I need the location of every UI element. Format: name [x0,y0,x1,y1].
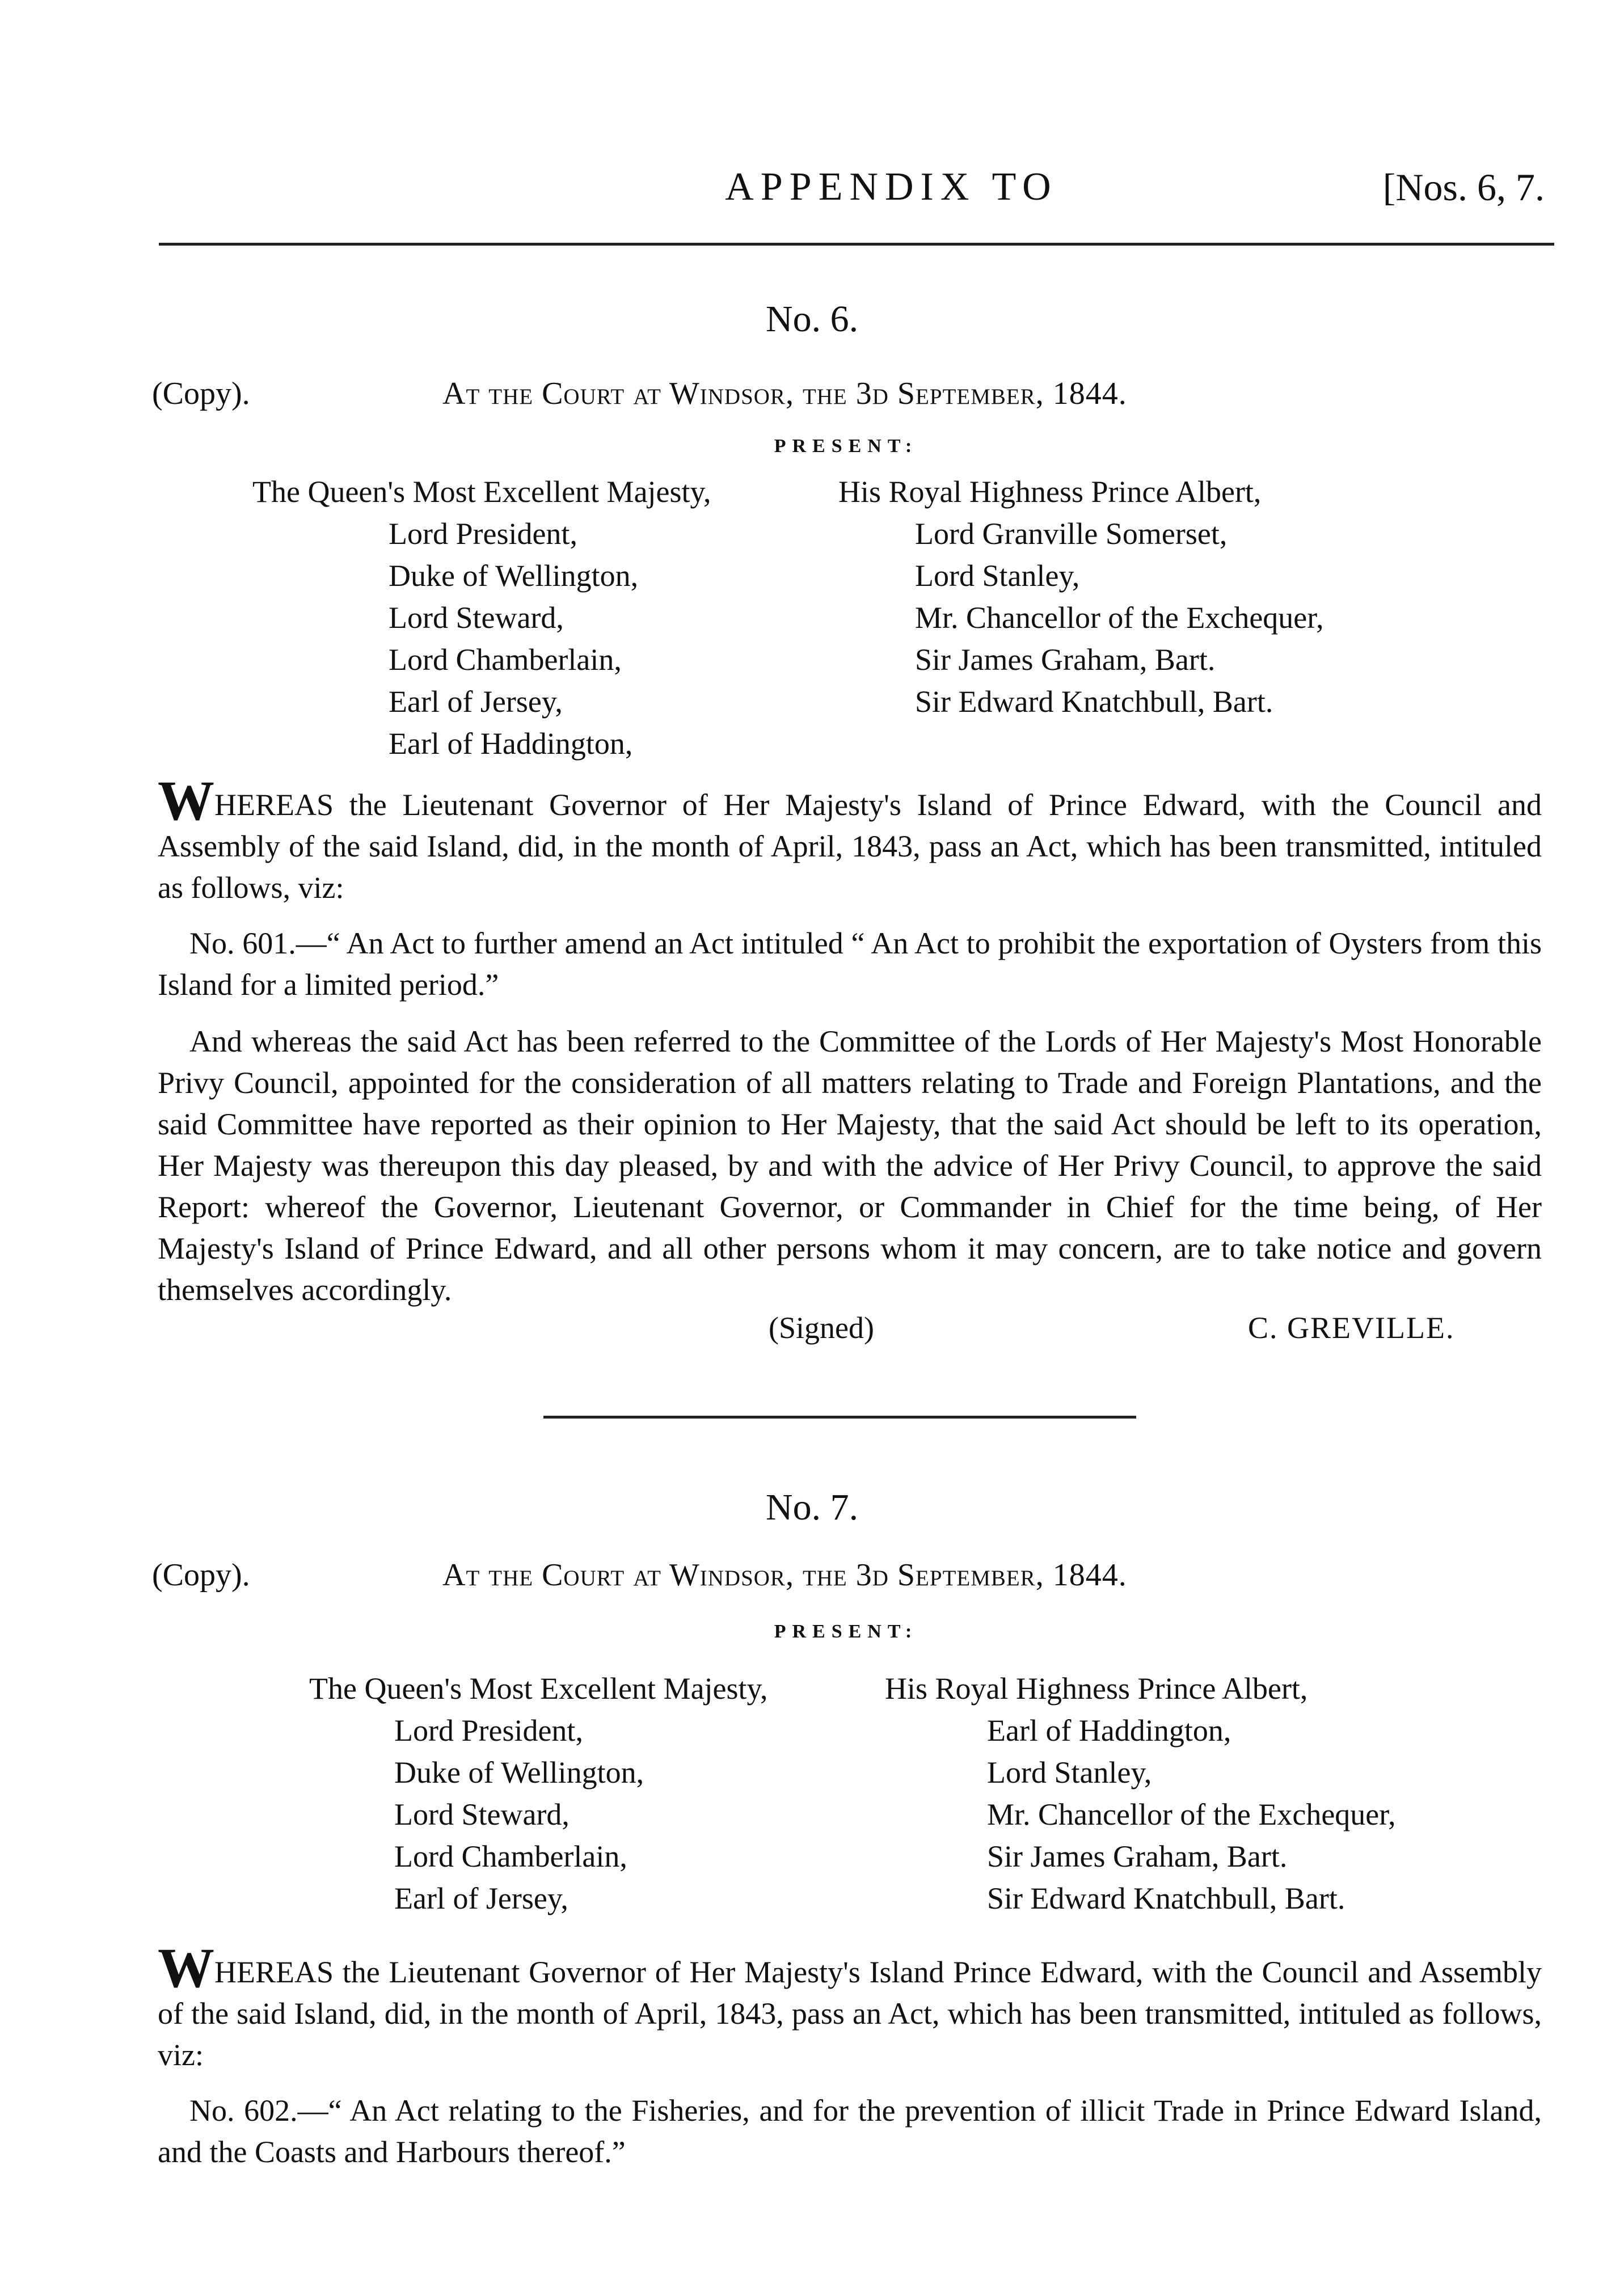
attendee-name: Earl of Jersey, [394,1881,568,1915]
attendees-left-7 [309,1668,768,1919]
attendee-name: The Queen's Most Excellent Majesty, [309,1672,768,1706]
attendee-name: His Royal Highness Prince Albert, [838,475,1262,509]
court-heading-6: At the Court at Windsor, the 3d September, 1844. [442,376,1127,411]
attendee-name: Lord Chamberlain, [394,1839,627,1873]
copy-label-7: (Copy). [152,1558,250,1593]
attendee-name: Sir James Graham, Bart. [987,1839,1288,1873]
attendee-name: Earl of Haddington, [987,1713,1231,1748]
attendee-name: Lord Steward, [394,1797,570,1831]
attendees-right-7 [885,1668,1396,1919]
attendee-name: Sir James Graham, Bart. [915,643,1216,677]
running-head-title: APPENDIX TO [725,165,1058,209]
whereas-text: HEREAS the Lieutenant Governor of Her Majesty's Island Prince Edward, with the Council and Assembly of the said Island, did, in the month of April, 1843, pass an Act, which has been transmitted, intituled as follows, viz: [158,1955,1542,2072]
attendee-name: Sir Edward Knatchbull, Bart. [915,685,1273,719]
attendee-name: Lord Stanley, [987,1755,1152,1789]
signed-label: (Signed) [769,1311,874,1345]
attendee-name: Lord President, [394,1713,583,1748]
attendee-name: Lord Chamberlain, [389,643,622,677]
drop-cap: W [158,1936,214,1999]
running-head-numbers: [Nos. 6, 7. [1382,166,1545,209]
attendee-name: Duke of Wellington, [394,1755,644,1789]
attendee-name: Lord Stanley, [915,559,1080,593]
section-number-6: No. 6. [765,298,859,340]
act-title-6: No. 601.—“ An Act to further amend an Act intituled “ An Act to prohibit the exportation of Oysters from this Island for a limited period.” [158,926,1542,1002]
header-rule [159,243,1554,246]
body-paragraph-6: And whereas the said Act has been referred to the Committee of the Lords of Her Majesty's Most Honorable Privy Council, appointed for the consideration of all matters relating to Trade and Foreign Plantations, and the said Committee have reported as their opinion to Her Majesty, that the said Act should be left to its operation, Her Majesty was thereupon this day pleased, by and with the advice of Her Privy Council, to approve the said Report: whereof the Governor, Lieutenant Governor, or Commander in Chief for the time being, of Her Majesty's Island of Prince Edward, and all other persons whom it may concern, are to take notice and govern themselves accordingly. [158,1024,1542,1307]
attendee-name: Sir Edward Knatchbull, Bart. [987,1881,1345,1915]
attendee-name: Lord President, [389,517,577,551]
present-label-6: PRESENT: [774,436,918,457]
section-number-7: No. 7. [765,1487,859,1528]
attendee-name: The Queen's Most Excellent Majesty, [252,475,711,509]
court-heading-7: At the Court at Windsor, the 3d September, 1844. [442,1558,1127,1593]
attendees-left-6 [252,471,711,765]
section-divider [543,1416,1136,1419]
present-label-7: PRESENT: [774,1621,918,1642]
attendees-right-6 [838,471,1324,723]
attendee-name: Duke of Wellington, [389,559,639,593]
whereas-text: HEREAS the Lieutenant Governor of Her Majesty's Island of Prince Edward, with the Council and Assembly of the said Island, did, in the month of April, 1843, pass an Act, which has been transmitted, intituled as follows, viz: [158,788,1542,905]
attendee-name: Earl of Haddington, [389,727,633,761]
drop-cap: W [158,769,214,832]
attendee-name: Earl of Jersey, [389,685,563,719]
act-title-7: No. 602.—“ An Act relating to the Fisheries, and for the prevention of illicit Trade in Prince Edward Island, and the Coasts and Harbours thereof.” [158,2093,1542,2169]
whereas-paragraph-7 [158,1936,1542,2076]
attendee-name: Lord Steward, [389,601,564,635]
running-head [159,159,1545,216]
signatory-name: C. GREVILLE. [1248,1311,1455,1345]
attendee-name: His Royal Highness Prince Albert, [885,1672,1308,1706]
whereas-paragraph-6 [158,769,1542,909]
attendee-name: Mr. Chancellor of the Exchequer, [987,1797,1396,1831]
attendee-name: Lord Granville Somerset, [915,517,1228,551]
attendee-name: Mr. Chancellor of the Exchequer, [915,601,1324,635]
copy-label-6: (Copy). [152,376,250,411]
